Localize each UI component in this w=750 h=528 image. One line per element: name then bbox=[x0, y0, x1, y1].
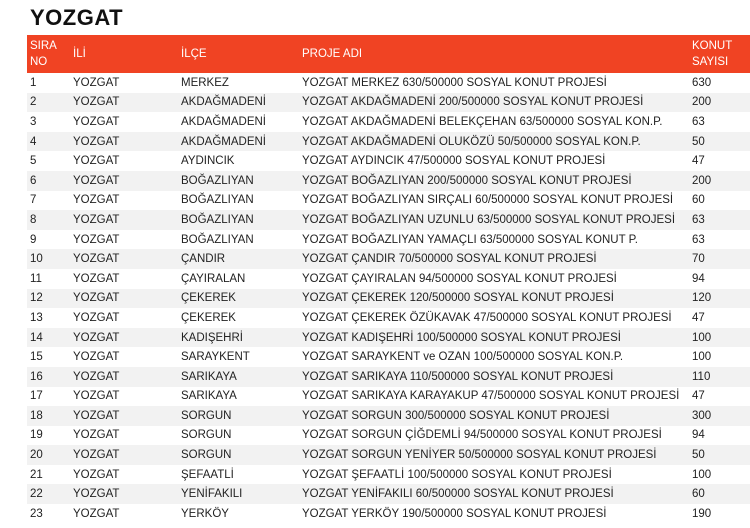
cell-ili: YOZGAT bbox=[73, 390, 120, 403]
cell-konut-sayisi: 60 bbox=[692, 488, 705, 501]
cell-konut-sayisi: 120 bbox=[692, 292, 712, 305]
cell-proje-adi: YOZGAT BOĞAZLIYAN YAMAÇLI 63/500000 SOSYAL KONUT P. bbox=[302, 233, 638, 246]
table-row bbox=[27, 151, 750, 171]
cell-konut-sayisi: 300 bbox=[692, 409, 712, 422]
table-row bbox=[27, 484, 750, 504]
cell-ili: YOZGAT bbox=[73, 507, 120, 520]
table-row bbox=[27, 73, 750, 93]
cell-proje-adi: YOZGAT ÇEKEREK 120/500000 SOSYAL KONUT PROJESİ bbox=[302, 292, 614, 305]
cell-konut-sayisi: 100 bbox=[692, 468, 712, 481]
cell-sira-no: 14 bbox=[30, 331, 43, 344]
cell-sira-no: 21 bbox=[30, 468, 43, 481]
table-row bbox=[27, 289, 750, 309]
cell-ilce: YENİFAKILI bbox=[181, 488, 243, 501]
cell-sira-no: 5 bbox=[30, 155, 37, 168]
cell-konut-sayisi: 200 bbox=[692, 174, 712, 187]
cell-ilce: ÇEKEREK bbox=[181, 292, 236, 305]
cell-proje-adi: YOZGAT YERKÖY 190/500000 SOSYAL KONUT PROJESİ bbox=[302, 507, 607, 520]
cell-konut-sayisi: 630 bbox=[692, 76, 712, 89]
cell-sira-no: 3 bbox=[30, 115, 37, 128]
cell-proje-adi: YOZGAT SARIKAYA 110/500000 SOSYAL KONUT PROJESİ bbox=[302, 370, 614, 383]
table-row bbox=[27, 132, 750, 152]
table-row bbox=[27, 249, 750, 269]
cell-ilce: AKDAĞMADENİ bbox=[181, 135, 266, 148]
cell-konut-sayisi: 47 bbox=[692, 390, 705, 403]
cell-sira-no: 6 bbox=[30, 174, 37, 187]
table-row bbox=[27, 465, 750, 485]
cell-sira-no: 10 bbox=[30, 253, 43, 266]
cell-ili: YOZGAT bbox=[73, 449, 120, 462]
cell-sira-no: 8 bbox=[30, 213, 37, 226]
table-row bbox=[27, 93, 750, 113]
cell-konut-sayisi: 70 bbox=[692, 253, 705, 266]
cell-ili: YOZGAT bbox=[73, 429, 120, 442]
table-row bbox=[27, 387, 750, 407]
cell-proje-adi: YOZGAT SORGUN 300/500000 SOSYAL KONUT PROJESİ bbox=[302, 409, 610, 422]
header-sira-no-line2: NO bbox=[30, 56, 48, 68]
cell-ili: YOZGAT bbox=[73, 253, 120, 266]
table-row bbox=[27, 445, 750, 465]
cell-ilce: SARIKAYA bbox=[181, 370, 237, 383]
cell-ili: YOZGAT bbox=[73, 311, 120, 324]
cell-ilce: SARAYKENT bbox=[181, 351, 250, 364]
cell-ilce: SORGUN bbox=[181, 449, 232, 462]
cell-proje-adi: YOZGAT ÇANDIR 70/500000 SOSYAL KONUT PROJESİ bbox=[302, 253, 597, 266]
cell-proje-adi: YOZGAT BOĞAZLIYAN UZUNLU 63/500000 SOSYAL KONUT PROJESİ bbox=[302, 213, 676, 226]
cell-konut-sayisi: 100 bbox=[692, 331, 712, 344]
cell-konut-sayisi: 94 bbox=[692, 429, 705, 442]
cell-proje-adi: YOZGAT SORGUN ÇİĞDEMLİ 94/500000 SOSYAL KONUT PROJESİ bbox=[302, 429, 662, 442]
cell-ilce: SARIKAYA bbox=[181, 390, 237, 403]
cell-ili: YOZGAT bbox=[73, 331, 120, 344]
cell-ilce: AYDINCIK bbox=[181, 155, 235, 168]
cell-ilce: ÇAYIRALAN bbox=[181, 272, 246, 285]
cell-sira-no: 4 bbox=[30, 135, 37, 148]
cell-ilce: SORGUN bbox=[181, 429, 232, 442]
cell-konut-sayisi: 94 bbox=[692, 272, 705, 285]
cell-proje-adi: YOZGAT KADIŞEHRİ 100/500000 SOSYAL KONUT PROJESİ bbox=[302, 331, 621, 344]
cell-ili: YOZGAT bbox=[73, 292, 120, 305]
cell-sira-no: 1 bbox=[30, 76, 37, 89]
cell-ili: YOZGAT bbox=[73, 468, 120, 481]
header-ili: İLİ bbox=[73, 48, 86, 60]
cell-konut-sayisi: 63 bbox=[692, 213, 705, 226]
cell-ilce: MERKEZ bbox=[181, 76, 229, 89]
cell-ili: YOZGAT bbox=[73, 213, 120, 226]
table-row bbox=[27, 504, 750, 524]
cell-proje-adi: YOZGAT BOĞAZLIYAN SIRÇALI 60/500000 SOSYAL KONUT PROJESİ bbox=[302, 194, 674, 207]
cell-ilce: BOĞAZLIYAN bbox=[181, 194, 254, 207]
header-konut-sayisi-line2: SAYISI bbox=[692, 56, 729, 68]
cell-sira-no: 15 bbox=[30, 351, 43, 364]
cell-sira-no: 13 bbox=[30, 311, 43, 324]
cell-proje-adi: YOZGAT ÇEKEREK ÖZÜKAVAK 47/500000 SOSYAL KONUT PROJESİ bbox=[302, 311, 672, 324]
header-konut-sayisi-line1: KONUT bbox=[692, 40, 733, 52]
header-sira-no bbox=[27, 35, 70, 73]
cell-proje-adi: YOZGAT BOĞAZLIYAN 200/500000 SOSYAL KONUT PROJESİ bbox=[302, 174, 632, 187]
cell-proje-adi: YOZGAT YENİFAKILI 60/500000 SOSYAL KONUT PROJESİ bbox=[302, 488, 614, 501]
cell-proje-adi: YOZGAT AKDAĞMADENİ 200/500000 SOSYAL KONUT PROJESİ bbox=[302, 96, 644, 109]
table-row bbox=[27, 171, 750, 191]
cell-konut-sayisi: 63 bbox=[692, 115, 705, 128]
housing-projects-table-wrapper bbox=[27, 35, 750, 524]
cell-ilce: BOĞAZLIYAN bbox=[181, 233, 254, 246]
cell-ili: YOZGAT bbox=[73, 135, 120, 148]
cell-sira-no: 19 bbox=[30, 429, 43, 442]
cell-konut-sayisi: 47 bbox=[692, 155, 705, 168]
cell-ili: YOZGAT bbox=[73, 115, 120, 128]
page-title: YOZGAT bbox=[30, 5, 124, 30]
table-row bbox=[27, 210, 750, 230]
table-row bbox=[27, 308, 750, 328]
cell-sira-no: 22 bbox=[30, 488, 43, 501]
table-row bbox=[27, 426, 750, 446]
cell-ili: YOZGAT bbox=[73, 76, 120, 89]
cell-proje-adi: YOZGAT ÇAYIRALAN 94/500000 SOSYAL KONUT PROJESİ bbox=[302, 272, 617, 285]
cell-ilce: AKDAĞMADENİ bbox=[181, 96, 266, 109]
cell-konut-sayisi: 190 bbox=[692, 507, 712, 520]
table-row bbox=[27, 367, 750, 387]
cell-sira-no: 12 bbox=[30, 292, 43, 305]
cell-ilce: SORGUN bbox=[181, 409, 232, 422]
cell-ili: YOZGAT bbox=[73, 272, 120, 285]
cell-ili: YOZGAT bbox=[73, 96, 120, 109]
cell-sira-no: 23 bbox=[30, 507, 43, 520]
cell-proje-adi: YOZGAT MERKEZ 630/500000 SOSYAL KONUT PROJESİ bbox=[302, 76, 607, 89]
cell-konut-sayisi: 110 bbox=[692, 370, 711, 383]
table-row bbox=[27, 347, 750, 367]
cell-konut-sayisi: 47 bbox=[692, 311, 705, 324]
cell-sira-no: 11 bbox=[30, 272, 42, 285]
cell-konut-sayisi: 63 bbox=[692, 233, 705, 246]
cell-sira-no: 18 bbox=[30, 409, 43, 422]
cell-ili: YOZGAT bbox=[73, 370, 120, 383]
cell-ili: YOZGAT bbox=[73, 233, 120, 246]
cell-proje-adi: YOZGAT SARIKAYA KARAYAKUP 47/500000 SOSYAL KONUT PROJESİ bbox=[302, 390, 680, 403]
cell-sira-no: 16 bbox=[30, 370, 43, 383]
header-konut-sayisi bbox=[689, 35, 750, 73]
cell-proje-adi: YOZGAT AYDINCIK 47/500000 SOSYAL KONUT PROJESİ bbox=[302, 155, 606, 168]
table-header-row bbox=[27, 35, 750, 73]
cell-proje-adi: YOZGAT ŞEFAATLİ 100/500000 SOSYAL KONUT PROJESİ bbox=[302, 468, 612, 481]
cell-ilce: ŞEFAATLİ bbox=[181, 468, 234, 481]
cell-sira-no: 9 bbox=[30, 233, 37, 246]
table-row bbox=[27, 406, 750, 426]
table-row bbox=[27, 230, 750, 250]
table-row bbox=[27, 269, 750, 289]
cell-ili: YOZGAT bbox=[73, 174, 120, 187]
cell-ilce: ÇEKEREK bbox=[181, 311, 236, 324]
cell-sira-no: 7 bbox=[30, 194, 37, 207]
cell-sira-no: 2 bbox=[30, 96, 37, 109]
housing-projects-table bbox=[27, 35, 750, 524]
cell-ilce: KADIŞEHRİ bbox=[181, 331, 243, 344]
cell-ili: YOZGAT bbox=[73, 351, 120, 364]
cell-ilce: BOĞAZLIYAN bbox=[181, 213, 254, 226]
cell-ilce: BOĞAZLIYAN bbox=[181, 174, 254, 187]
cell-ilce: YERKÖY bbox=[181, 507, 229, 520]
cell-sira-no: 20 bbox=[30, 449, 43, 462]
cell-konut-sayisi: 50 bbox=[692, 135, 705, 148]
table-row bbox=[27, 328, 750, 348]
header-sira-no-line1: SIRA bbox=[30, 40, 57, 52]
cell-konut-sayisi: 50 bbox=[692, 449, 705, 462]
cell-ili: YOZGAT bbox=[73, 155, 120, 168]
cell-ili: YOZGAT bbox=[73, 409, 120, 422]
cell-ili: YOZGAT bbox=[73, 194, 120, 207]
header-proje-adi: PROJE ADI bbox=[302, 48, 363, 60]
cell-ilce: AKDAĞMADENİ bbox=[181, 115, 266, 128]
table-row bbox=[27, 191, 750, 211]
cell-konut-sayisi: 200 bbox=[692, 96, 712, 109]
cell-ilce: ÇANDIR bbox=[181, 253, 226, 266]
header-ilce: İLÇE bbox=[181, 48, 207, 60]
cell-proje-adi: YOZGAT SORGUN YENİYER 50/500000 SOSYAL KONUT PROJESİ bbox=[302, 449, 657, 462]
cell-sira-no: 17 bbox=[30, 390, 43, 403]
table-row bbox=[27, 112, 750, 132]
cell-ili: YOZGAT bbox=[73, 488, 120, 501]
cell-proje-adi: YOZGAT AKDAĞMADENİ OLUKÖZÜ 50/500000 SOSYAL KON.P. bbox=[302, 135, 641, 148]
cell-proje-adi: YOZGAT AKDAĞMADENİ BELEKÇEHAN 63/500000 SOSYAL KON.P. bbox=[302, 115, 663, 128]
cell-konut-sayisi: 100 bbox=[692, 351, 712, 364]
cell-konut-sayisi: 60 bbox=[692, 194, 705, 207]
cell-proje-adi: YOZGAT SARAYKENT ve OZAN 100/500000 SOSYAL KON.P. bbox=[302, 351, 624, 364]
table-body bbox=[27, 73, 750, 524]
